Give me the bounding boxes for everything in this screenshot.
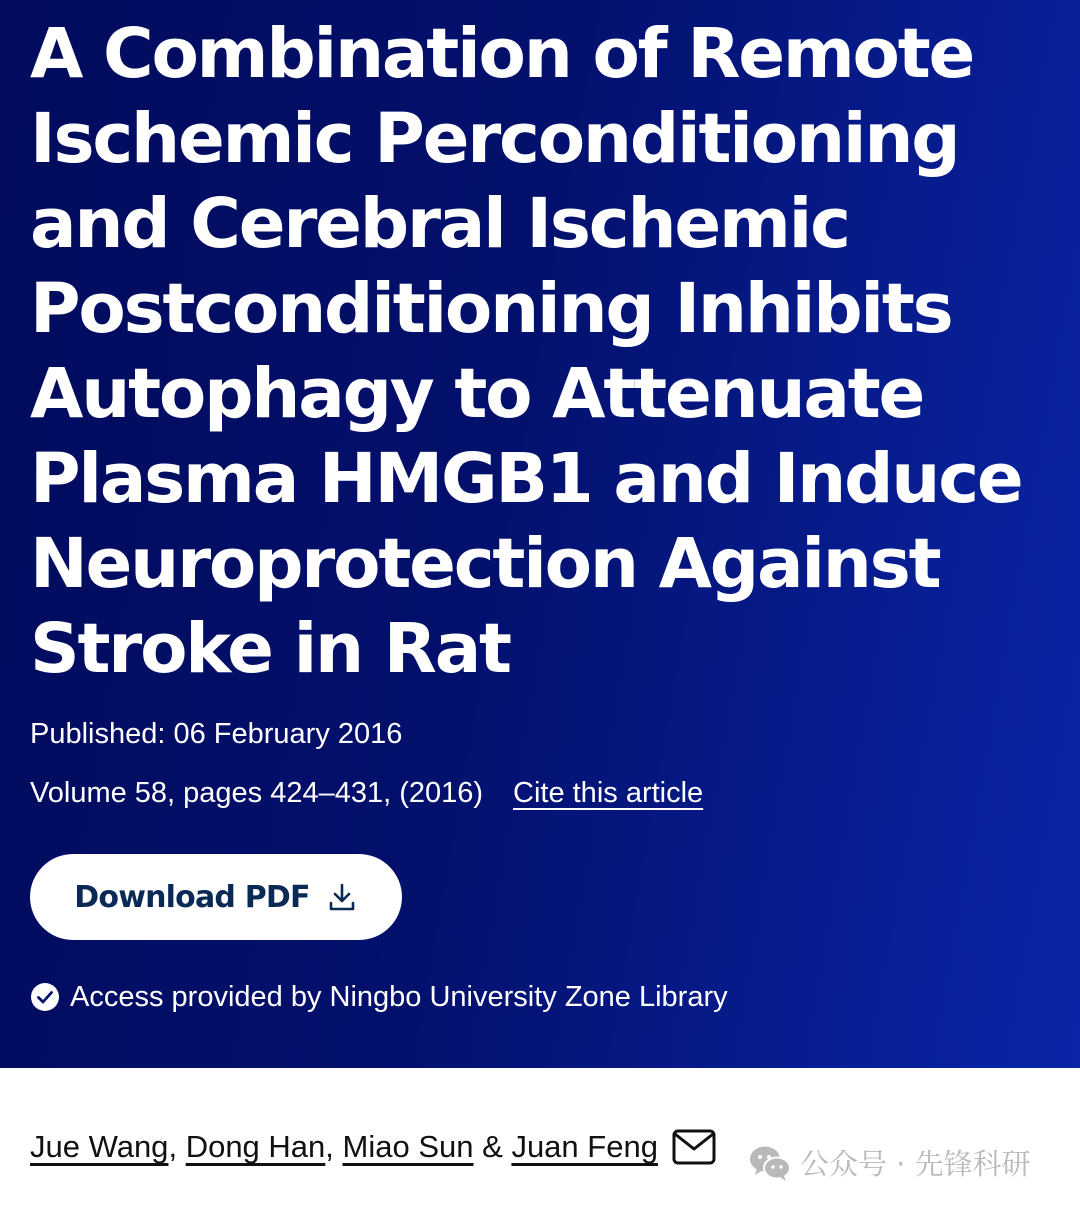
author-link[interactable]: Miao Sun [342, 1129, 474, 1164]
access-info [30, 979, 728, 1015]
cite-article-link[interactable]: Cite this article [513, 777, 704, 809]
watermark [748, 1142, 1031, 1183]
access-text: Access provided by Ningbo University Zone Library [70, 981, 728, 1013]
author-list [30, 1127, 716, 1167]
author-separator: & [482, 1129, 503, 1164]
download-pdf-label: Download PDF [74, 879, 310, 915]
mail-icon[interactable] [672, 1129, 716, 1165]
volume-info: Volume 58, pages 424–431, (2016) [30, 777, 484, 809]
wechat-icon [748, 1143, 792, 1183]
author-separator: , [325, 1129, 334, 1164]
check-circle-icon [30, 982, 60, 1012]
author-link[interactable]: Juan Feng [511, 1129, 658, 1164]
author-link[interactable]: Jue Wang [30, 1129, 169, 1164]
download-icon [326, 881, 358, 913]
author-separator: , [168, 1129, 178, 1164]
author-link[interactable]: Dong Han [185, 1129, 326, 1164]
download-pdf-button[interactable] [30, 854, 402, 940]
watermark-text: 公众号 · 先锋科研 [800, 1147, 1031, 1181]
article-title: A Combination of Remote Ischemic Perconditioning and Cerebral Ischemic Postconditioning Inhibits Autophagy to Attenuate Plasma HMGB1 and Induce Neuroprotection Against Stroke in Rat [30, 14, 1022, 689]
publication-date: Published: 06 February 2016 [30, 718, 403, 750]
